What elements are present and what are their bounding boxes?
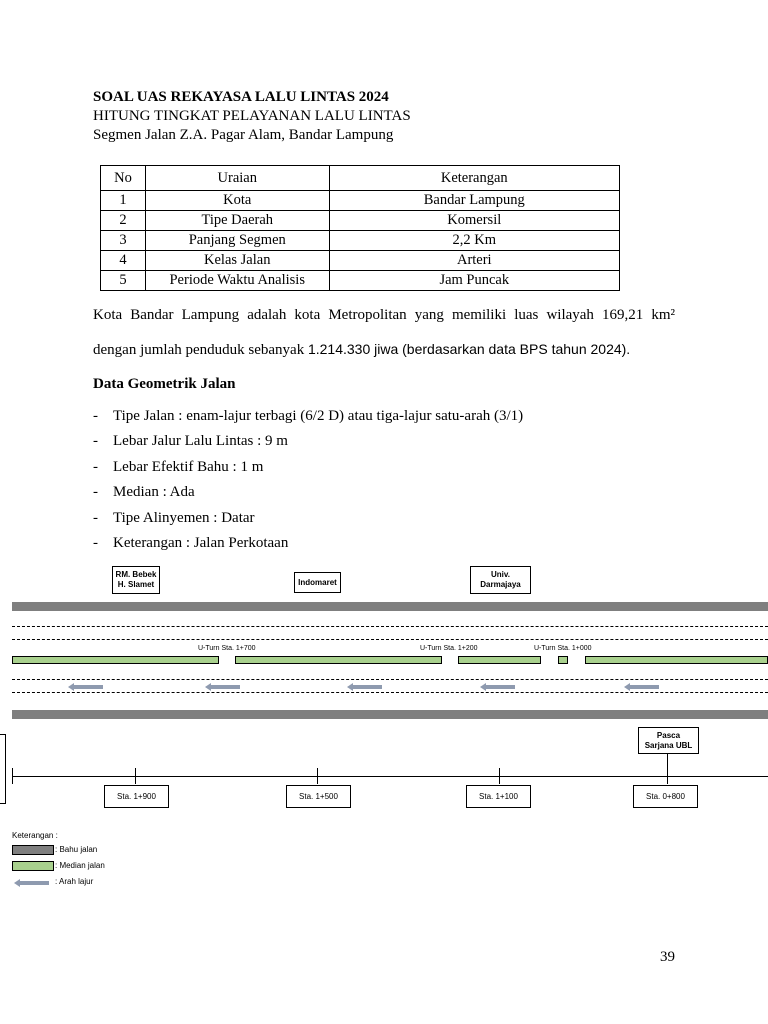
station-label: Sta. 0+800 xyxy=(633,785,698,808)
landmark-pasca-sarjana-ubl: Pasca Sarjana UBL xyxy=(638,727,699,754)
table-cell: Kota xyxy=(145,191,329,211)
median-segment xyxy=(558,656,568,664)
table-cell: 3 xyxy=(101,231,146,251)
table-header-keterangan: Keterangan xyxy=(329,166,619,191)
table-header-no: No xyxy=(101,166,146,191)
median-segment xyxy=(585,656,768,664)
legend-swatch-shoulder xyxy=(12,845,54,855)
table-cell: 5 xyxy=(101,271,146,291)
uturn-label: U-Turn Sta. 1+000 xyxy=(534,645,592,652)
paragraph-text: jiwa (berdasarkan data BPS tahun 2024). xyxy=(370,341,631,357)
table-cell: Arteri xyxy=(329,251,619,271)
table-cell: 2 xyxy=(101,211,146,231)
station-label: Sta. 1+500 xyxy=(286,785,351,808)
population-value: 1.214.330 xyxy=(307,341,371,357)
list-item: - Tipe Alinyemen : Datar xyxy=(93,510,255,526)
table-row xyxy=(101,211,620,231)
document-title: SOAL UAS REKAYASA LALU LINTAS 2024 xyxy=(93,89,389,105)
lane-divider xyxy=(12,639,768,640)
table-cell: 2,2 Km xyxy=(329,231,619,251)
station-axis-start xyxy=(12,768,13,784)
table-row xyxy=(101,251,620,271)
legend-swatch-median xyxy=(12,861,54,871)
landmark-indomaret: Indomaret xyxy=(294,572,341,593)
station-tick xyxy=(499,768,500,784)
station-label: Sta. 1+900 xyxy=(104,785,169,808)
table-header-row xyxy=(101,166,620,191)
table-row xyxy=(101,271,620,291)
station-tick xyxy=(135,768,136,784)
arrow-left-icon xyxy=(68,682,104,692)
station-label: Sta. 1+100 xyxy=(466,785,531,808)
info-table xyxy=(100,165,620,291)
table-cell: Tipe Daerah xyxy=(145,211,329,231)
road-shoulder-top xyxy=(12,602,768,611)
table-row xyxy=(101,191,620,211)
station-axis xyxy=(12,776,768,777)
section-heading: Data Geometrik Jalan xyxy=(93,376,236,392)
table-header-uraian: Uraian xyxy=(145,166,329,191)
median-segment xyxy=(458,656,541,664)
lane-divider xyxy=(12,626,768,627)
table-cell: Panjang Segmen xyxy=(145,231,329,251)
legend-title: Keterangan : xyxy=(12,831,58,840)
arrow-left-icon xyxy=(624,682,660,692)
paragraph-text: dengan jumlah penduduk sebanyak xyxy=(93,342,308,358)
station-tick xyxy=(317,768,318,784)
table-cell: 4 xyxy=(101,251,146,271)
uturn-label: U-Turn Sta. 1+700 xyxy=(198,645,256,652)
landmark-univ-darmajaya: Univ. Darmajaya xyxy=(470,566,531,594)
table-cell: Periode Waktu Analisis xyxy=(145,271,329,291)
list-item: - Tipe Jalan : enam-lajur terbagi (6/2 D) atau tiga-lajur satu-arah (3/1) xyxy=(93,408,524,424)
legend-label: : Bahu jalan xyxy=(55,845,98,854)
median-segment xyxy=(235,656,442,664)
median-segment xyxy=(12,656,219,664)
table-cell: Kelas Jalan xyxy=(145,251,329,271)
document-subtitle: HITUNG TINGKAT PELAYANAN LALU LINTAS xyxy=(93,108,411,124)
paragraph-line-2 xyxy=(93,341,630,359)
legend-label: : Median jalan xyxy=(55,861,105,870)
arrow-left-icon xyxy=(205,682,241,692)
station-tick xyxy=(667,754,668,784)
table-cell: Komersil xyxy=(329,211,619,231)
uturn-label: U-Turn Sta. 1+200 xyxy=(420,645,478,652)
table-cell: Bandar Lampung xyxy=(329,191,619,211)
arrow-left-icon xyxy=(14,878,50,888)
table-row xyxy=(101,231,620,251)
legend-label: : Arah lajur xyxy=(55,877,94,886)
lane-divider xyxy=(12,679,768,680)
segment-name: Segmen Jalan Z.A. Pagar Alam, Bandar Lampung xyxy=(93,127,394,143)
arrow-left-icon xyxy=(347,682,383,692)
page-number: 39 xyxy=(660,949,675,965)
lane-divider xyxy=(12,692,768,693)
arrow-left-icon xyxy=(480,682,516,692)
list-item: - Lebar Efektif Bahu : 1 m xyxy=(93,459,264,475)
table-cell: Jam Puncak xyxy=(329,271,619,291)
list-item: - Lebar Jalur Lalu Lintas : 9 m xyxy=(93,433,288,449)
cropped-landmark-box xyxy=(0,734,6,804)
road-shoulder-bottom xyxy=(12,710,768,719)
paragraph-line-1: Kota Bandar Lampung adalah kota Metropolitan yang memiliki luas wilayah 169,21 km² xyxy=(93,307,675,323)
list-item: - Keterangan : Jalan Perkotaan xyxy=(93,535,289,551)
list-item: - Median : Ada xyxy=(93,484,195,500)
landmark-rm-bebek: RM. Bebek H. Slamet xyxy=(112,566,160,594)
table-cell: 1 xyxy=(101,191,146,211)
